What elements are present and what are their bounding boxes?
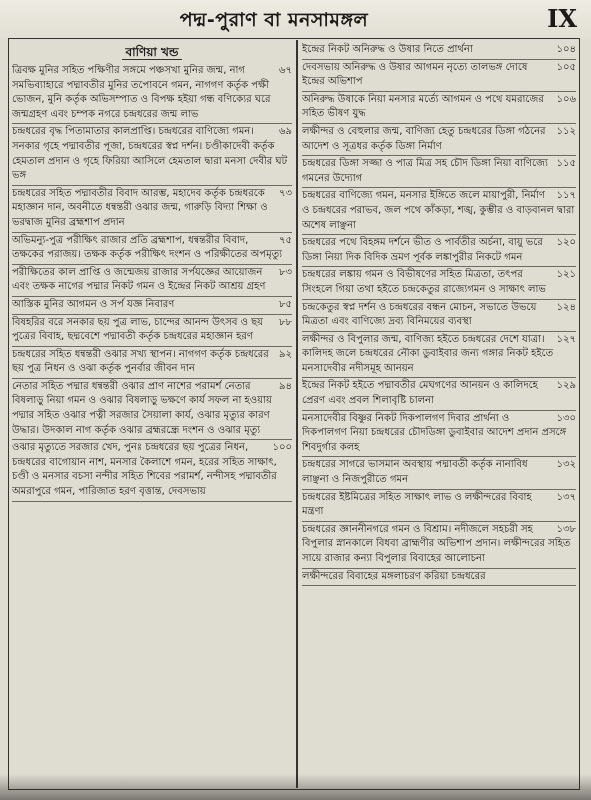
toc-entry: [12, 297, 292, 315]
page-ref: ৮৩: [279, 266, 292, 278]
entry-text: মনসাদেবীর বিষ্ণুর নিকট দিকপালগণ দিবার প্রার্থনা ও দিকপালগণ নিয়া চন্দ্রধরের চৌদডিঙ্গা ডুবাইবার আদেশ প্রদান প্রসঙ্গে শিবদুর্গার কলহ: [302, 412, 567, 453]
toc-entry: [302, 569, 576, 587]
entry-text: দেবসভায় অনিরুদ্ধ ও উষার আগমন নৃত্যে তালভঙ্গ দোষে ইন্দ্রের অভিশাপ: [302, 61, 528, 88]
page-ref: ৭৩: [278, 187, 292, 199]
page-ref: ১২৯: [556, 380, 576, 392]
entry-text: চন্দ্রধরের সহিত পদ্মাবতীর বিবাদ আরম্ভ, মহাদেব কর্তৃক চন্দ্রধরকে মহাজ্ঞান দান, অবনীতে ধন্বন্তরী ওঝার জন্ম, গারুড়ি বিদ্যা শিক্ষা ও ভরদ্বাজ মুনির ব্রহ্মশাপ প্রদান: [12, 187, 268, 228]
page-ref: ১২১: [556, 269, 576, 281]
page-ref: ১৩২: [556, 459, 576, 471]
page-ref: ১০৬: [556, 93, 576, 105]
entry-text: লক্ষীন্দরের বিবাহের মঙ্গলাচরণ করিয়া চন্দ্রধরের: [302, 570, 486, 582]
entry-text: লক্ষীন্দর ও বিপুলার জন্ম, বাণিজ্য হইতে চন্দ্রধরের দেশে যাত্রা। কালিদহ জলে চন্দ্রধরের নৌকা ডুবাইবার জন্য গঙ্গার নিকট হইতে মনসাদেবীর নদীসমূহ আনয়ন: [302, 333, 554, 374]
page-ref: ১০০: [272, 442, 292, 454]
page-ref: ৯৪: [279, 380, 292, 392]
right-column: [302, 42, 576, 586]
page-ref: ৭৫: [279, 234, 292, 246]
toc-entry: [302, 92, 576, 124]
entry-text: লক্ষীন্দর ও বেহুলার জন্ম, বাণিজ্য হেতু চন্দ্রধরের ডিঙ্গা গঠনের আদেশ ও সূত্রধর কর্তৃক ডিঙ্গা নির্মাণ: [302, 125, 546, 152]
page-ref: ১৩৮: [556, 523, 576, 535]
page-ref: ১৩৭: [556, 491, 576, 503]
entry-text: ইন্দ্রের নিকট অনিরুদ্ধ ও উষার নিতে প্রার্থনা: [302, 44, 473, 55]
page-ref: ১১৭: [556, 190, 576, 202]
entry-text: চন্দ্রধরের জ্ঞাননীনগরে গমন ও বিশ্রাম। নদীজলে সহচরী সহ বিপুলার স্নানকালে বিধবা ব্রাহ্মণীর অভিশাপ প্রদান। লক্ষীন্দরের সহিত সায়ে রাজার কন্যা বিপুলার বিবাহের আলোচনা: [302, 523, 571, 564]
page-ref: ১৩০: [556, 412, 576, 424]
entry-text: বিষহরির বরে সনকার ছয় পুত্র লাভ, চান্দের আনন্দ উৎসব ও ছয় পুত্রের বিবাহ, ছদ্মবেশে পদ্মাবতী কর্তৃক চন্দ্রধরের মহাজ্ঞান হরণ: [12, 316, 264, 343]
page-ref: ১২০: [556, 237, 576, 249]
column-divider: [296, 40, 298, 788]
page-ref: ১০৫: [556, 61, 576, 73]
entry-text: চন্দ্রধরের ইষ্টমিত্রের সহিত সাক্ষাৎ লাভ ও লক্ষীন্দরের বিবাহ মন্ত্রণা: [302, 491, 532, 518]
toc-entry: [302, 522, 576, 569]
page-ref: ৮৮: [279, 316, 292, 328]
page-title: পদ্ম-পুরাণ বা মনসামঙ্গল: [179, 9, 369, 31]
page-ref: ১২৭: [556, 333, 576, 345]
toc-entry: [12, 124, 292, 185]
toc-entry: [302, 188, 576, 235]
toc-entry: [302, 235, 576, 267]
section-heading: বাণিয়া খন্ড: [12, 42, 292, 62]
page-header: [0, 0, 591, 38]
toc-entry: [12, 233, 292, 265]
toc-entry: [302, 156, 576, 188]
toc-entry: [12, 186, 292, 233]
page-ref: ১১৫: [556, 158, 576, 170]
toc-entry: [302, 42, 576, 60]
page-ref: ৮৫: [279, 298, 292, 310]
entry-text: ইন্দ্রের নিকট হইতে পদ্মাবতীর মেঘগণের আনয়ন ও কালিদহে প্রেরণ এবং প্রবল শিলাবৃষ্টি চালনা: [302, 380, 538, 407]
toc-entry: [302, 457, 576, 489]
page-ref: ১০৪: [556, 44, 576, 55]
entry-text: আস্তিক মুনির আগমন ও সর্প যজ্ঞ নিবারণ: [12, 298, 175, 310]
entry-text: চন্দ্রধরের সাগরে ভাসমান অবস্থায় পদ্মাবতী কর্তৃক নানাবিধ লাঞ্ছনা ও নিজপুরীতে গমন: [302, 459, 528, 486]
toc-entry: [302, 411, 576, 458]
entry-text: চন্দ্রধরের ডিঙ্গা সজ্জা ও পাত্র মিত্র সহ চৌদ ডিঙ্গা নিয়া বাণিজ্যে গমনের উদ্যোগ: [302, 158, 548, 184]
toc-entry: [12, 440, 292, 501]
toc-entry: [302, 124, 576, 156]
toc-entry: [302, 378, 576, 410]
entry-text: নেতার সহিত পদ্মার ধন্বন্তরী ওঝার প্রাণ নাশের পরামর্শ নেতার বিষলাড়ু নিয়া গমন ও ওঝার বিষলাড়ু ভক্ষণে কার্য সফল না হওয়ায় পদ্মার সহিত ওঝার পত্নী সরজার সৈয়ালা কার্য, ওঝার মৃত্যুর কারণ উদ্ধার। উদকাল নাগ কর্তৃক ওঝার ব্রহ্মরন্ধ্রে দংশন ও ওঝার মৃত্যু: [12, 380, 272, 436]
toc-entry: [302, 490, 576, 522]
bottom-shadow: [0, 774, 591, 800]
toc-entry: [302, 267, 576, 299]
toc-entry: [12, 379, 292, 440]
entry-text: পরীক্ষিতের কাল প্রাপ্তি ও জন্মেজয় রাজার সর্পযজ্ঞের আয়োজন এবং তক্ষক নাগের পদ্মার নিকট গমন ও ইন্দ্রের নিকট আশ্রয় গ্রহণ: [12, 266, 266, 293]
entry-text: ত্রিবক্ষ মুনির সহিত পক্ষিণীর সঙ্গমে পঞ্চসখা মুনির জন্ম, নাগ সমভিব্যাহারে পদ্মাবতীর মুনির তপোবনে গমন, নাগগণ কর্তৃক পক্ষী ভোজন, মুনি কর্তৃক অভিসম্পাত ও বিপক্ষ হইয়া গন্ধ বণিক্যের ঘরে জন্মগ্রহণ এবং চম্পক নগরে চন্দ্রধরের জন্ম লাভ: [12, 65, 271, 120]
page-ref: ১২৪: [556, 301, 576, 313]
entry-text: চন্দ্রধরের পথে বিহঙ্গম দর্শনে ভীত ও পার্বতীর অর্চনা, বায়ু ভরে ডিঙ্গা নিয়া দিক বিদিক ভ্রমণ পূর্বক লঙ্কাপুরীর নিকটে গমন: [302, 237, 543, 263]
page-number: IX: [547, 4, 577, 33]
page-ref: ৬৯: [279, 126, 292, 138]
entry-text: অভিমন্যু-পুত্র পরীক্ষিৎ রাজার প্রতি ব্রহ্মশাপ, ধন্বন্তরীর বিবাদ, তক্ষকের পরাজয়। তক্ষক কর্তৃক পরীক্ষিৎ দংশন ও পরিক্ষীতের অপমৃত্যু: [12, 234, 283, 261]
toc-entry: [302, 60, 576, 92]
entry-text: অনিরুদ্ধ উষাকে নিয়া মনসার মর্ত্যে আগমন ও পথে যমরাজের সহিত ভীষণ যুদ্ধ: [302, 93, 544, 120]
toc-entry: [302, 332, 576, 379]
left-column: [12, 42, 292, 502]
entry-text: চন্দ্রকেতুর স্বপ্ন দর্শন ও চন্দ্রধরের বন্ধন মোচন, সভাতে উভয়ে মিত্রতা এবং বাণিজ্যে দ্রব্য বিনিময়ের ব্যবস্থা: [302, 301, 537, 328]
entry-text: চন্দ্রধরের বাণিজ্যে গমন, মনসার ইঙ্গিতে জলে মায়াপুরী, নির্মাণ ও চন্দ্রধরের পরাভব, জল পথে কাঁকড়া, শঙ্খ, কুম্ভীর ও বাড়বানল দ্বারা অশেষ লাঞ্ছনা: [302, 190, 575, 231]
toc-entry: [302, 300, 576, 332]
toc-entry: [12, 265, 292, 297]
entry-text: ওঝার মৃত্যুতে সরজার খেদ, পুনঃ চন্দ্রধরের ছয় পুত্রের নিধন, চন্দ্রধরের বাগোয়ান নাশ, মনসার কৈলাশে গমন, হরের সহিত সাক্ষাৎ, চণ্ডী ও মনসার বচসা নন্দীর সহিত শিবের পরামর্শ, নন্দীসহ পদ্মাবতীর অমরাপুরে গমন, পারিজাত হরণ বৃত্তান্ত, দেবসভায়: [12, 442, 277, 498]
toc-entry: [12, 315, 292, 347]
entry-text: চন্দ্রধরের বৃদ্ধ পিতামাতার কালপ্রাপ্তি। চন্দ্রধরের বাণিজ্যে গমন। সনকার গৃহে পদ্মাবতীর পূজা, চন্দ্রধরের স্বপ্ন দর্শন। চণ্ডীকাদেবী কর্তৃক হেমতাল প্রদান ও গৃহে ফিরিয়া আসিলে হেমতাল দ্বারা মনসা দেবীর ঘট ভঙ্গ: [12, 126, 288, 182]
toc-entry: [12, 63, 292, 124]
page-ref: ১১২: [556, 125, 576, 137]
entry-text: চন্দ্রধরের লঙ্কায় গমন ও বিভীষণের সহিত মিত্রতা, তৎপর সিংহলে গিয়া তথা হইতে চন্দ্রকেতুর রাজ্যেগমন ও সাক্ষাৎ লাভ: [302, 269, 546, 295]
entry-text: চন্দ্রধরের সহিত ধন্বন্তরী ওঝার সখ্য স্থাপন। নাগগণ কর্তৃক চন্দ্রধরের ছয় পুত্র নিধন ও ওঝা কর্তৃক পুনর্বার জীবন দান: [12, 348, 269, 375]
page-ref: ৬৭: [278, 65, 292, 76]
toc-entry: [12, 347, 292, 379]
page-ref: ৯২: [279, 348, 292, 360]
